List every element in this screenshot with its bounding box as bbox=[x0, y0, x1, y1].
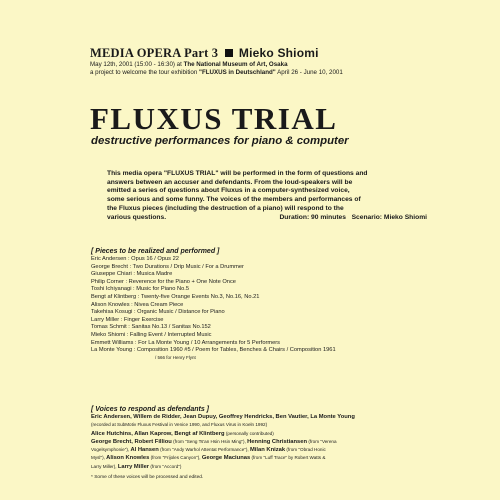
voice-line bbox=[91, 438, 481, 446]
voice-line bbox=[91, 430, 481, 438]
voice-note: (recorded at SubMotiv Fluxus Festival in Venice 1990, and Fluxus Virus in Koeln 1992) bbox=[91, 422, 268, 428]
pieces-heading: [ Pieces to be realized and performed ] bbox=[91, 248, 220, 255]
title-part: MEDIA OPERA Part 3 bbox=[90, 46, 219, 60]
list-item: Giuseppe Chiari : Musica Madre bbox=[91, 271, 173, 278]
list-item: Alison Knowles : Nivea Cream Piece bbox=[91, 301, 184, 308]
voice-note: (from "Luff Trace" by Robert Watts & bbox=[250, 455, 326, 461]
list-item: Philip Corner : Reverence for the Piano + One Note Once bbox=[91, 278, 236, 285]
date-line bbox=[90, 61, 470, 69]
duration: Duration: 90 minutes bbox=[279, 213, 346, 221]
list-item: Tomas Schmit : Sanitas No.13 / Sanitas No.152 bbox=[91, 324, 211, 331]
description-line: the Fluxus pieces (including the destruction of a piano) will respond to the bbox=[107, 204, 344, 212]
voice-note: Larry Miller), bbox=[91, 463, 118, 469]
square-bullet-icon bbox=[225, 49, 233, 57]
list-item: Mieko Shiomi : Falling Event / Interrupted Music bbox=[91, 331, 212, 338]
description-line: emitted a series of questions about Fluxus in a computer-synthesized voice, bbox=[107, 187, 350, 195]
exhibition-name: "FLUXUS in Deutschland" bbox=[199, 69, 276, 77]
voice-names: Larry Miller bbox=[117, 463, 150, 470]
voice-names: George Maciunas bbox=[201, 455, 251, 462]
description-line: some serious and some funny. The voices of the members and performances of bbox=[107, 196, 361, 204]
voice-note: (from "Accord") bbox=[149, 463, 182, 469]
pieces-section bbox=[91, 248, 481, 361]
title-name: Mieko Shiomi bbox=[238, 46, 319, 60]
exhibition-dates: April 26 - June 10, 2001 bbox=[275, 69, 343, 77]
footnote: * Some of these voices will be processed and edited. bbox=[91, 475, 204, 481]
description bbox=[107, 170, 427, 222]
header bbox=[90, 46, 470, 78]
voice-names: Alice Hutchins, Allan Kaprow, Bengt af Klintberg bbox=[91, 430, 225, 437]
list-item: George Brecht : Two Durations / Drip Music / For a Drummer bbox=[91, 263, 244, 270]
voice-names: Eric Andersen, Willem de Ridder, Jean Dupuy, Geoffrey Hendricks, Ben Vautier, La Monte Young bbox=[91, 414, 355, 420]
list-item: La Monte Young : Composition 1960 #5 / Poem for Tables, Benches & Chairs / Composition 1961 bbox=[91, 347, 336, 354]
voice-names: George Brecht, Robert Filliou bbox=[91, 438, 172, 445]
list-item: Takehisa Kosugi : Organic Music / Distance for Piano bbox=[91, 309, 225, 316]
voice-note: (from "Frijoles Canyon"), bbox=[149, 455, 202, 461]
voice-note: Mysl"), bbox=[91, 455, 107, 461]
list-item: Emmett Williams : For La Monte Young / 10 Arrangements for 5 Performers bbox=[91, 339, 281, 346]
voice-note: (from "Seng Ts'an Hsin Hsin Ming"), bbox=[171, 438, 248, 444]
description-line: answers between an accuser and defendants. From the loud-speakers will be bbox=[107, 178, 353, 186]
header-title bbox=[90, 46, 470, 61]
date-text: May 12th, 2001 (15:00 - 16:30) at bbox=[90, 61, 184, 68]
voice-note: (from "Obrad Honic bbox=[285, 447, 326, 453]
description-line: This media opera "FLUXUS TRIAL" will be performed in the form of questions and bbox=[107, 170, 368, 177]
voice-line bbox=[91, 454, 481, 462]
project-line bbox=[90, 69, 470, 77]
project-text: a project to welcome the tour exhibition bbox=[90, 69, 200, 77]
voice-note: (from "Verena bbox=[307, 438, 337, 444]
scenario: Scenario: Mieko Shiomi bbox=[351, 213, 427, 221]
voice-names: Henning Christiansen bbox=[247, 438, 308, 445]
voice-note: Vogelsymphonie"), bbox=[91, 447, 131, 453]
voice-line bbox=[91, 414, 481, 421]
list-item-continuation: / 566 for Henry Flynt bbox=[155, 354, 196, 360]
list-item: Larry Miller : Finger Exercise bbox=[91, 316, 164, 323]
voice-names: Milan Knizak bbox=[249, 447, 286, 454]
voices-section bbox=[91, 406, 481, 481]
voice-line bbox=[91, 446, 481, 454]
main-subtitle: destructive performances for piano & computer bbox=[91, 135, 349, 147]
venue-text: The National Museum of Art, Osaka bbox=[183, 61, 288, 68]
voice-line bbox=[91, 421, 481, 429]
voice-note: (from "Andy Warhol Attentat Performance"), bbox=[158, 447, 250, 453]
duration-scenario bbox=[279, 214, 427, 223]
main-title: FLUXUS TRIAL bbox=[90, 101, 338, 136]
voice-note: (personally contributed) bbox=[224, 430, 274, 436]
description-line: various questions. bbox=[107, 213, 167, 221]
voice-names: Al Hansen bbox=[130, 447, 159, 454]
list-item: Bengt af Klintberg : Twenty-five Orange Events No.3, No.16, No.21 bbox=[91, 293, 260, 300]
voice-line bbox=[91, 463, 481, 471]
list-item: Eric Andersen : Opus 16 / Opus 22 bbox=[91, 256, 179, 262]
list-item: Toshi Ichiyanagi : Music for Piano No.5 bbox=[91, 286, 189, 293]
description-last-line bbox=[107, 214, 427, 223]
voice-names: Alison Knowles bbox=[106, 455, 150, 462]
voices-heading: [ Voices to respond as defendants ] bbox=[91, 406, 209, 413]
